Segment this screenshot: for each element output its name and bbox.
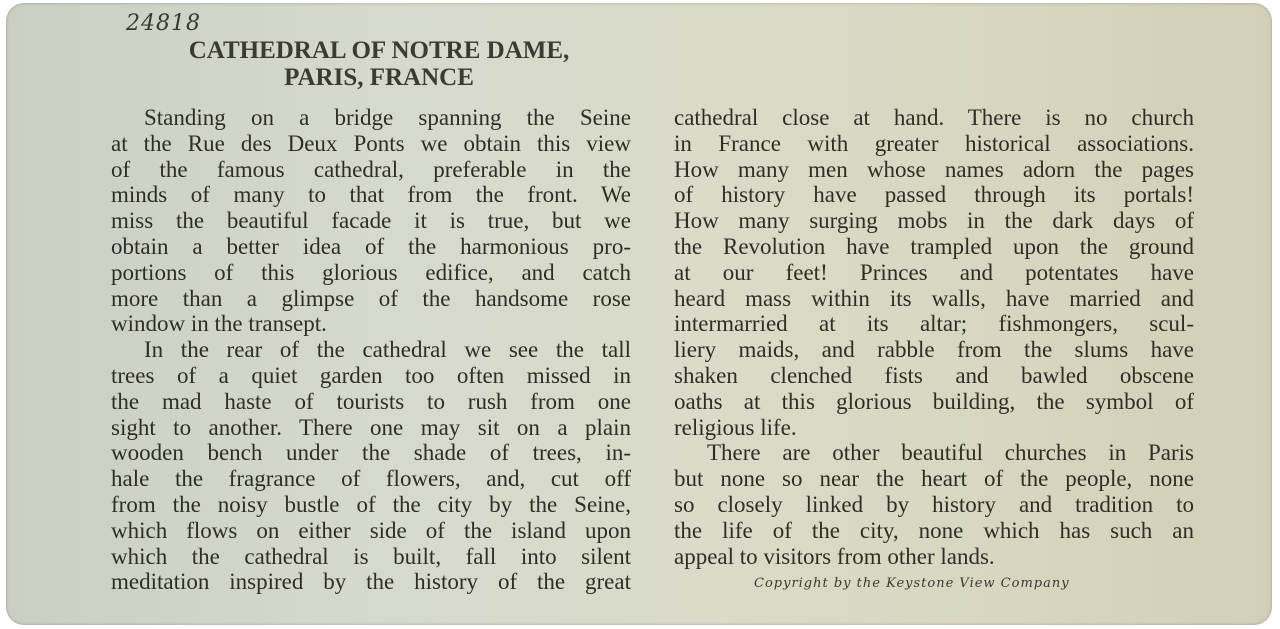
text-line: of the famous cathedral, preferable in the <box>111 156 631 182</box>
text-line: obtain a better idea of the harmonious pro- <box>111 233 631 259</box>
text-line: portions of this glorious edifice, and catch <box>111 259 631 285</box>
card-title <box>164 37 594 91</box>
text-line: shaken clenched fists and bawled obscene <box>674 362 1194 388</box>
text-line: minds of many to that from the front. We <box>111 182 631 208</box>
text-line: the life of the city, none which has such an <box>674 517 1194 543</box>
text-line: heard mass within its walls, have married and <box>674 285 1194 311</box>
text-line: the mad haste of tourists to rush from one <box>111 388 631 414</box>
text-line: intermarried at its altar; fishmongers, scul- <box>674 311 1194 337</box>
text-line: trees of a quiet garden too often missed in <box>111 362 631 388</box>
text-line: appeal to visitors from other lands. <box>674 543 995 569</box>
text-line: in France with greater historical associations. <box>674 130 1194 156</box>
text-column-left <box>111 105 631 595</box>
text-line: Standing on a bridge spanning the Seine <box>144 105 631 130</box>
text-line: religious life. <box>674 414 797 440</box>
text-line: There are other beautiful churches in Paris <box>707 440 1194 466</box>
text-line: sight to another. There one may sit on a plain <box>111 414 631 440</box>
text-line: at our feet! Princes and potentates have <box>674 259 1194 285</box>
text-line: of history have passed through its portals! <box>674 182 1194 208</box>
text-column-right <box>674 105 1194 569</box>
stereoview-card-back <box>6 3 1272 625</box>
text-line: which flows on either side of the island upon <box>111 517 631 543</box>
title-line-2: PARIS, FRANCE <box>284 64 474 91</box>
text-line: oaths at this glorious building, the symbol of <box>674 388 1194 414</box>
text-line: How many men whose names adorn the pages <box>674 156 1194 182</box>
text-line: How many surging mobs in the dark days of <box>674 208 1194 234</box>
copyright-notice: Copyright by the Keystone View Company <box>754 576 1070 591</box>
text-line: from the noisy bustle of the city by the Seine, <box>111 491 631 517</box>
text-line: more than a glimpse of the handsome rose <box>111 285 631 311</box>
text-line: cathedral close at hand. There is no church <box>674 105 1194 130</box>
text-line: meditation inspired by the history of the great <box>111 569 631 595</box>
text-line: miss the beautiful facade it is true, but we <box>111 208 631 234</box>
text-line: window in the transept. <box>111 311 327 337</box>
title-line-1: CATHEDRAL OF NOTRE DAME, <box>188 37 570 64</box>
text-line: In the rear of the cathedral we see the tall <box>144 337 631 363</box>
text-line: but none so near the heart of the people, none <box>674 466 1194 492</box>
text-line: so closely linked by history and tradition to <box>674 491 1194 517</box>
text-line: liery maids, and rabble from the slums have <box>674 337 1194 363</box>
text-line: hale the fragrance of flowers, and, cut off <box>111 466 631 492</box>
catalog-number: 24818 <box>126 11 201 36</box>
text-line: the Revolution have trampled upon the ground <box>674 233 1194 259</box>
text-line: which the cathedral is built, fall into silent <box>111 543 631 569</box>
text-line: at the Rue des Deux Ponts we obtain this view <box>111 130 631 156</box>
text-line: wooden bench under the shade of trees, in- <box>111 440 631 466</box>
